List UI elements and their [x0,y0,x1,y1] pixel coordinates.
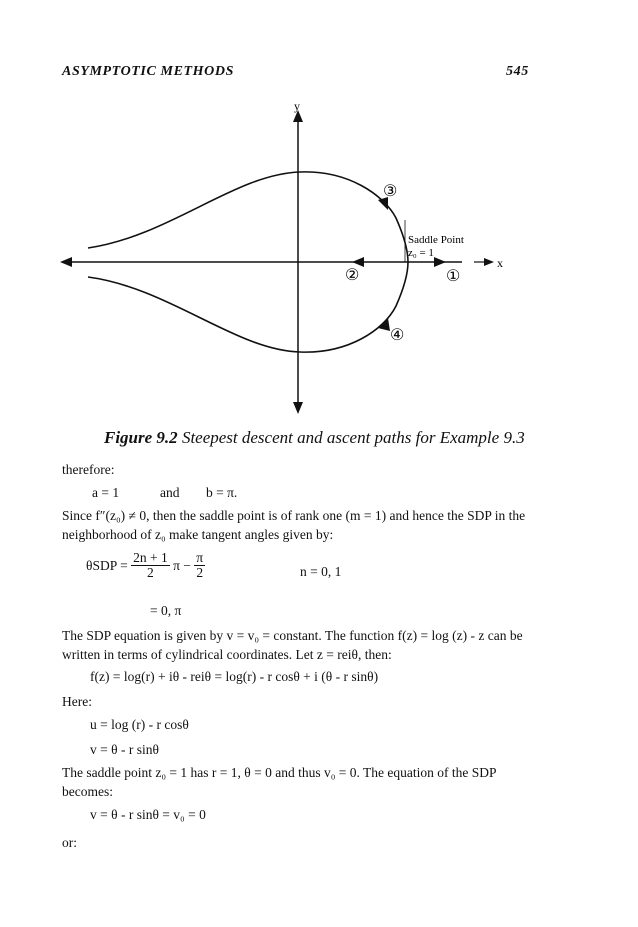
u-equation: u = log (r) - r cosθ [90,717,189,732]
marker-4: ④ [390,327,405,344]
n-values: n = 0, 1 [300,564,342,579]
sdp-line-1: The SDP equation is given by v = v₀ = constant. The function f(z) = log (z) - z can be [62,628,523,643]
or-text: or: [62,835,77,850]
y-axis-label: y [294,99,300,113]
saddle-point-label: Saddle Point [408,234,464,246]
therefore-text: therefore: [62,462,115,477]
marker-1: ① [446,268,461,285]
y-axis-arrow-down [293,402,303,414]
saddle-point-value: z₀ = 1 [408,247,434,259]
and-text: and [160,485,180,500]
fraction-1-denominator: 2 [147,565,154,580]
sdp-line-2: written in terms of cylindrical coordinates. Let z = reiθ, then: [62,647,392,662]
steepest-descent-figure [0,0,638,440]
a-equation: a = 1 [92,485,120,500]
since-line-1: Since f″(z₀) ≠ 0, then the saddle point is of rank one (m = 1) and hence the SDP in the [62,508,526,523]
fraction-1 [131,551,170,580]
theta-lhs: θSDP = [86,558,128,573]
fraction-2-numerator: π [196,550,204,565]
fraction-2-denominator: 2 [196,565,204,580]
x-axis-arrow-left [60,257,72,267]
pi-minus: π − [173,558,191,573]
saddle-line-2: becomes: [62,784,113,799]
v-final-equation: v = θ - r sinθ = v₀ = 0 [90,807,206,822]
running-header-title: ASYMPTOTIC METHODS [62,64,234,79]
v-equation: v = θ - r sinθ [90,742,159,757]
here-text: Here: [62,694,92,709]
x-axis-arrow-right [484,258,494,266]
figure-caption [104,428,525,448]
saddle-line-1: The saddle point z₀ = 1 has r = 1, θ = 0 and thus v₀ = 0. The equation of the SDP [62,765,497,780]
theta-sdp-equation [86,551,205,591]
marker-3: ③ [383,183,398,200]
x-axis-label: x [497,256,503,270]
figure-caption-number: Figure 9.2 [104,428,178,447]
page-number: 545 [506,64,529,79]
b-equation: b = π. [206,485,238,500]
lower-path [88,262,408,352]
theta-result: = 0, π [150,603,182,618]
figure-caption-text: Steepest descent and ascent paths for Example 9.3 [181,428,525,447]
f-equation: f(z) = log(r) + iθ - reiθ = log(r) - r cosθ + i (θ - r sinθ) [90,669,379,684]
marker-2: ② [345,267,360,284]
fraction-1-numerator: 2n + 1 [133,550,168,565]
fraction-2 [194,551,205,580]
since-line-2: neighborhood of z₀ make tangent angles given by: [62,527,334,542]
upper-path [88,172,408,262]
